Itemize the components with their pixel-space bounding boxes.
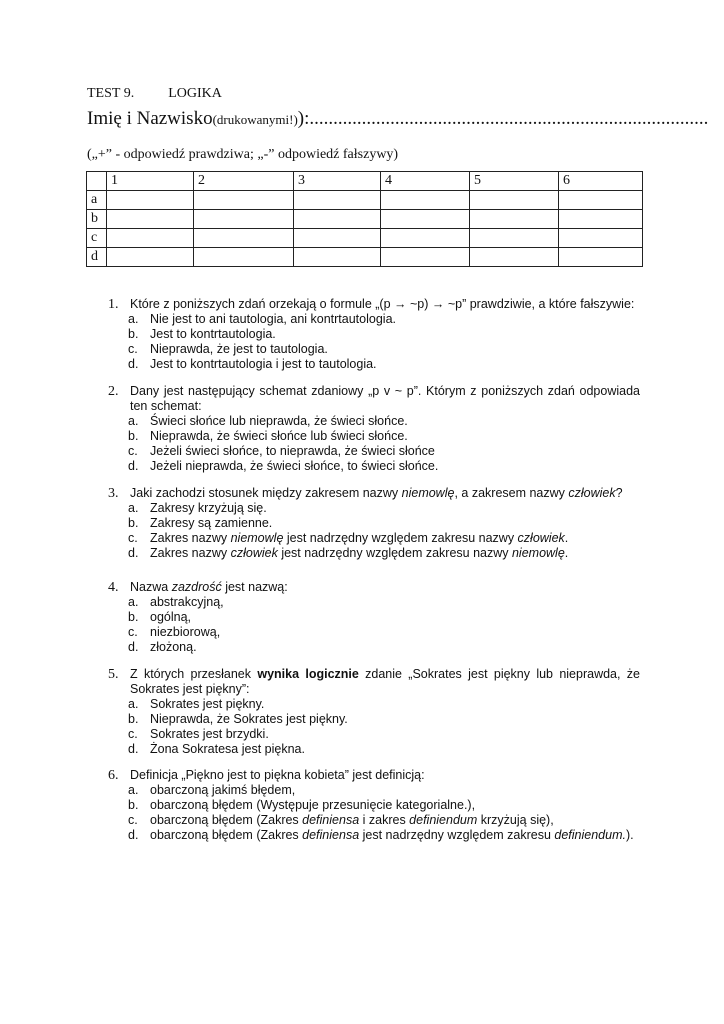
text-run: . [564, 531, 569, 545]
question-text [130, 580, 640, 595]
answer-cell[interactable] [107, 248, 194, 267]
answer-cell[interactable] [470, 248, 559, 267]
text-run: Z których przesłanek [130, 667, 258, 681]
option-letter: b. [128, 712, 139, 726]
option-text: ogólną, [150, 610, 192, 624]
name-note: (drukowanymi!) [212, 112, 298, 127]
text-run: ). [625, 828, 634, 842]
text-run: Nazwa [130, 580, 172, 594]
option-d [128, 742, 640, 757]
option-letter: a. [128, 697, 139, 711]
question-number: 4. [108, 580, 119, 595]
answer-cell[interactable] [381, 229, 470, 248]
option-text: Nieprawda, że Sokrates jest piękny. [150, 712, 348, 726]
row-label: b [87, 210, 107, 229]
column-header: 4 [381, 172, 470, 191]
option-text: Nieprawda, że świeci słońce lub świeci słońce. [150, 429, 408, 443]
text-run: krzyżują się), [477, 813, 554, 827]
options-list [108, 501, 640, 561]
column-header: 1 [107, 172, 194, 191]
term-zazdrosc: zazdrość [171, 580, 222, 594]
question-number: 1. [108, 297, 119, 312]
answer-table [86, 171, 643, 267]
option-text: Jeżeli nieprawda, że świeci słońce, to świeci słońce. [150, 459, 439, 473]
option-letter: d. [128, 742, 139, 756]
text-run: , a zakresem nazwy [454, 486, 569, 500]
text-run: jest nadrzędny względem zakresu nazwy [283, 531, 518, 545]
text-run: Zakres nazwy [150, 531, 231, 545]
option-b [128, 798, 640, 813]
option-d [128, 357, 640, 372]
option-letter: d. [128, 640, 139, 654]
text-run: zdanie „Sokrates jest piękny lub nieprawda, że Sokrates jest piękny”: [130, 667, 640, 696]
answer-cell[interactable] [294, 229, 381, 248]
option-text: obarczoną błędem (Występuje przesunięcie kategorialne.), [150, 798, 476, 812]
answer-cell[interactable] [107, 191, 194, 210]
option-letter: c. [128, 444, 138, 458]
answer-cell[interactable] [107, 229, 194, 248]
row-label: d [87, 248, 107, 267]
answer-cell[interactable] [470, 229, 559, 248]
question-number: 2. [108, 384, 119, 399]
option-letter: c. [128, 813, 138, 827]
option-text: Żona Sokratesa jest piękna. [150, 742, 305, 756]
answer-table-header-row [87, 172, 643, 191]
option-letter: a. [128, 783, 139, 797]
question-3 [108, 486, 640, 561]
option-a [128, 783, 640, 798]
option-c [128, 625, 640, 640]
answer-cell[interactable] [294, 191, 381, 210]
row-label: c [87, 229, 107, 248]
question-2 [108, 384, 640, 474]
option-text: Nieprawda, że jest to tautologia. [150, 342, 328, 356]
test-header [87, 86, 222, 102]
text-run: Jaki zachodzi stosunek między zakresem nazwy [130, 486, 402, 500]
answer-cell[interactable] [194, 248, 294, 267]
option-b [128, 712, 640, 727]
answer-cell[interactable] [559, 210, 643, 229]
question-text: Które z poniższych zdań orzekają o formule „(p → ~p) → ~p” prawdziwie, a które fałszywie: [130, 297, 635, 311]
term-definiensa: definiensa [302, 813, 360, 827]
option-a [128, 414, 640, 429]
question-text: Dany jest następujący schemat zdaniowy „p v ~ p”. Którym z poniższych zdań odpowiada ten schemat: [130, 384, 640, 413]
text-run: obarczoną błędem (Zakres [150, 813, 303, 827]
answer-row-d [87, 248, 643, 267]
answer-cell[interactable] [107, 210, 194, 229]
option-letter: a. [128, 595, 139, 609]
option-c [128, 531, 640, 546]
option-text [150, 531, 568, 546]
term-definiendum: definiendum [409, 813, 478, 827]
text-run: jest nadrzędny względem zakresu [359, 828, 555, 842]
answer-cell[interactable] [470, 210, 559, 229]
option-text: Świeci słońce lub nieprawda, że świeci słońce. [150, 414, 408, 428]
option-text: Jeżeli świeci słońce, to nieprawda, że świeci słońce [150, 444, 435, 458]
option-text [150, 546, 568, 561]
option-text: niezbiorową, [150, 625, 221, 639]
answer-cell[interactable] [194, 191, 294, 210]
option-text: Jest to kontrtautologia. [150, 327, 276, 341]
option-text: Sokrates jest brzydki. [150, 727, 269, 741]
answer-instruction: („+” - odpowiedź prawdziwa; „-” odpowiedź fałszywy) [87, 147, 399, 162]
answer-cell[interactable] [559, 248, 643, 267]
option-a [128, 595, 640, 610]
option-letter: a. [128, 414, 139, 428]
answer-cell[interactable] [381, 191, 470, 210]
option-letter: c. [128, 727, 138, 741]
option-c [128, 813, 640, 828]
name-field[interactable] [87, 108, 709, 130]
option-letter: a. [128, 501, 139, 515]
option-text [150, 828, 634, 843]
option-b [128, 516, 640, 531]
answer-cell[interactable] [194, 210, 294, 229]
option-letter: d. [128, 546, 139, 560]
name-dotted-line: ):.................................................................................... [297, 108, 709, 129]
option-letter: d. [128, 357, 139, 371]
option-b [128, 327, 640, 342]
options-list [108, 312, 640, 372]
question-1 [108, 297, 640, 372]
option-d [128, 640, 640, 655]
text-run: i zakres [359, 813, 410, 827]
options-list [108, 783, 640, 843]
option-text: Zakresy są zamienne. [150, 516, 273, 530]
text-run: ? [615, 486, 623, 500]
question-6 [108, 768, 640, 843]
question-number: 5. [108, 667, 119, 682]
column-header: 3 [294, 172, 381, 191]
term-definiensa: definiensa [302, 828, 360, 842]
option-text: złożoną. [150, 640, 197, 654]
option-letter: b. [128, 798, 139, 812]
term-definiendum: definiendum. [554, 828, 626, 842]
option-text: Sokrates jest piękny. [150, 697, 265, 711]
row-label: a [87, 191, 107, 210]
name-label: Imię i Nazwisko [87, 108, 213, 129]
option-c [128, 727, 640, 742]
text-run: Zakres nazwy [150, 546, 231, 560]
option-d [128, 828, 640, 843]
answer-cell[interactable] [559, 191, 643, 210]
answer-cell[interactable] [381, 210, 470, 229]
subject-title: LOGIKA [168, 86, 222, 101]
option-d [128, 459, 640, 474]
options-list [108, 595, 640, 655]
option-letter: d. [128, 459, 139, 473]
column-header: 5 [470, 172, 559, 191]
question-5 [108, 667, 640, 757]
answer-cell[interactable] [381, 248, 470, 267]
term-czlowiek: człowiek [230, 546, 278, 560]
text-run: . [564, 546, 569, 560]
text-run: jest nadrzędny względem zakresu nazwy [277, 546, 512, 560]
column-header: 6 [559, 172, 643, 191]
option-a [128, 697, 640, 712]
option-letter: d. [128, 828, 139, 842]
question-number: 6. [108, 768, 119, 783]
question-text [130, 667, 640, 697]
question-4 [108, 580, 640, 655]
option-letter: c. [128, 531, 138, 545]
answer-cell[interactable] [559, 229, 643, 248]
text-run: jest nazwą: [221, 580, 288, 594]
answer-cell[interactable] [470, 191, 559, 210]
answer-cell[interactable] [294, 248, 381, 267]
option-letter: c. [128, 342, 138, 356]
text-run: obarczoną błędem (Zakres [150, 828, 303, 842]
term-niemowle: niemowlę [401, 486, 455, 500]
option-letter: b. [128, 610, 139, 624]
option-c [128, 342, 640, 357]
answer-cell[interactable] [194, 229, 294, 248]
option-letter: b. [128, 327, 139, 341]
option-letter: c. [128, 625, 138, 639]
option-text: abstrakcyjną, [150, 595, 224, 609]
option-d [128, 546, 640, 561]
option-text [150, 813, 554, 828]
options-list [108, 697, 640, 757]
term-czlowiek: człowiek [568, 486, 616, 500]
term-czlowiek: człowiek [517, 531, 565, 545]
table-corner [87, 172, 107, 191]
term-niemowle: niemowlę [511, 546, 565, 560]
option-letter: b. [128, 429, 139, 443]
option-c [128, 444, 640, 459]
options-list [108, 414, 640, 474]
option-text: Jest to kontrtautologia i jest to tautologia. [150, 357, 377, 371]
option-letter: a. [128, 312, 139, 326]
answer-row-a [87, 191, 643, 210]
option-text: Nie jest to ani tautologia, ani kontrtautologia. [150, 312, 396, 326]
answer-row-c [87, 229, 643, 248]
option-b [128, 429, 640, 444]
question-text [130, 486, 640, 501]
option-b [128, 610, 640, 625]
test-number: TEST 9. [87, 86, 135, 101]
answer-cell[interactable] [294, 210, 381, 229]
option-text: Zakresy krzyżują się. [150, 501, 267, 515]
option-letter: b. [128, 516, 139, 530]
option-a [128, 312, 640, 327]
emphasis-wynika-logicznie: wynika logicznie [257, 667, 359, 681]
column-header: 2 [194, 172, 294, 191]
option-a [128, 501, 640, 516]
answer-row-b [87, 210, 643, 229]
question-text: Definicja „Piękno jest to piękna kobieta” jest definicją: [130, 768, 425, 782]
term-niemowle: niemowlę [230, 531, 284, 545]
question-number: 3. [108, 486, 119, 501]
option-text: obarczoną jakimś błędem, [150, 783, 296, 797]
